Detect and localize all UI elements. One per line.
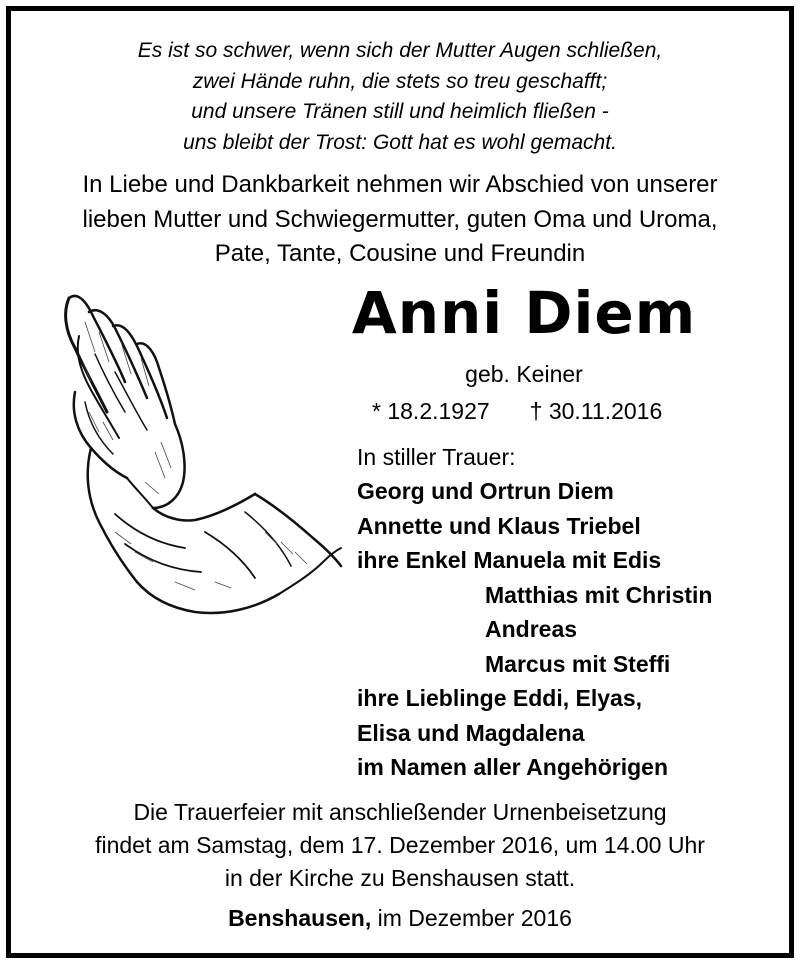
deceased-name: Anni Diem bbox=[351, 279, 697, 347]
mourner-line: Marcus mit Steffi bbox=[485, 650, 671, 677]
poem-line: und unsere Tränen still und heimlich fließen - bbox=[191, 100, 609, 123]
mourners-list bbox=[357, 474, 712, 785]
poem-line: zwei Hände ruhn, die stets so treu geschafft; bbox=[192, 69, 608, 93]
mourner-line: ihre Enkel Manuela mit Edis bbox=[357, 547, 662, 573]
mourner-line: im Namen aller Angehörigen bbox=[357, 754, 668, 780]
poem bbox=[0, 36, 800, 158]
mourner-line: Matthias mit Christin bbox=[485, 581, 713, 608]
closing-date: im Dezember 2016 bbox=[377, 905, 572, 931]
poem-line: uns bleibt der Trost: Gott hat es wohl gemacht. bbox=[183, 130, 617, 154]
service-info bbox=[0, 796, 800, 895]
praying-hands-icon bbox=[55, 282, 345, 622]
service-line: Die Trauerfeier mit anschließender Urnenbeisetzung bbox=[133, 799, 667, 825]
mourning-label: In stiller Trauer: bbox=[357, 444, 516, 470]
death-date: † 30.11.2016 bbox=[529, 398, 663, 424]
service-line: in der Kirche zu Benshausen statt. bbox=[224, 865, 576, 891]
mourner-line: Elisa und Magdalena bbox=[357, 719, 585, 746]
closing-place: Benshausen, bbox=[228, 905, 372, 931]
intro-text bbox=[0, 168, 800, 272]
mourner-line: Annette und Klaus Triebel bbox=[357, 512, 641, 539]
birth-date: * 18.2.1927 bbox=[372, 398, 490, 424]
poem-line: Es ist so schwer, wenn sich der Mutter Augen schließen, bbox=[137, 39, 663, 62]
intro-line: In Liebe und Dankbarkeit nehmen wir Abschied von unserer bbox=[82, 171, 718, 198]
birth-name: geb. Keiner bbox=[465, 361, 583, 387]
intro-line: lieben Mutter und Schwiegermutter, guten Oma und Uroma, bbox=[82, 205, 718, 233]
mourner-line: ihre Lieblinge Eddi, Elyas, bbox=[357, 685, 643, 711]
closing-line bbox=[0, 903, 800, 933]
mourner-line: Georg und Ortrun Diem bbox=[357, 478, 614, 504]
life-dates bbox=[372, 396, 662, 426]
mourner-line: Andreas bbox=[485, 616, 578, 642]
service-line: findet am Samstag, dem 17. Dezember 2016, um 14.00 Uhr bbox=[95, 832, 705, 858]
intro-line: Pate, Tante, Cousine und Freundin bbox=[214, 240, 586, 267]
